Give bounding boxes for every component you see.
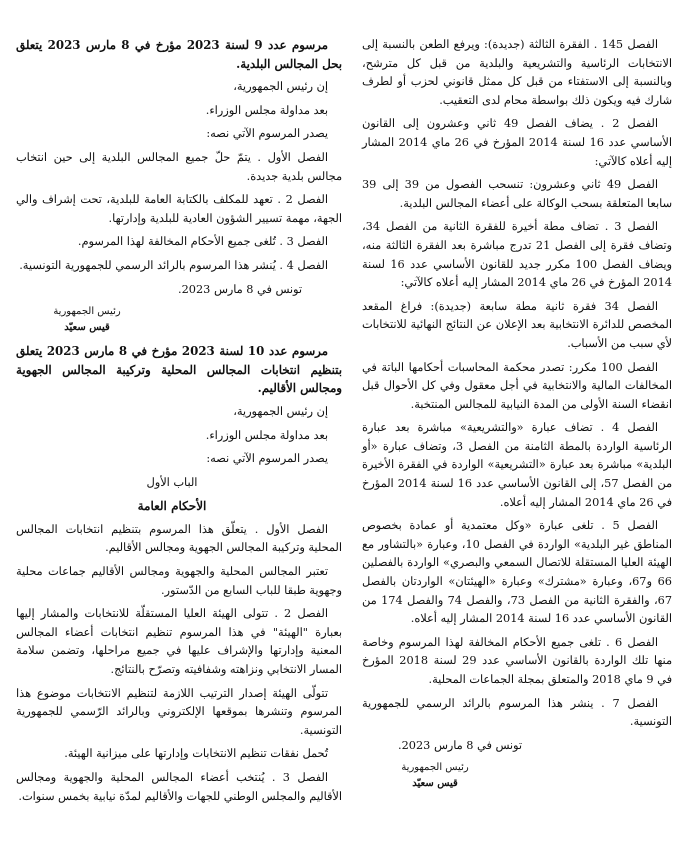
article-paragraph: الفصل 3 . يُنتخب أعضاء المجالس المحلية والجهوية ومجالس الأقاليم والمجلس الوطني للجهات والأقاليم لمدّة نيابية بخمس سنوات.: [16, 771, 342, 803]
article-paragraph: الفصل 2 . تتولى الهيئة العليا المستقلّة للانتخابات والمشار إليها بعبارة "الهيئة" في هذا المرسوم تنظيم انتخابات أعضاء المجالس المعنية وإدارتها والإشراف عليها في جميع مراحلها، وتضمن سلامة المسار الانتخابي ونزاهته وشفافيته وتصرّح بالنتائج.: [16, 607, 342, 677]
preamble-line: إن رئيس الجمهورية،: [233, 80, 328, 94]
signature-block: [370, 760, 500, 792]
article-paragraph: الفصل 6 . تلغى جميع الأحكام المخالفة لهذا المرسوم وخاصة منها تلك الواردة بالقانون الأساسي عدد 29 لسنة 2018 المؤرخ في 9 ماي 2018 والمتعلق بمجلة الجماعات المحلية.: [362, 635, 672, 686]
article-paragraph: تُحمل نفقات تنظيم الانتخابات وإدارتها على ميزانية الهيئة.: [64, 747, 328, 761]
article-paragraph: الفصل 7 . ينشر هذا المرسوم بالرائد الرسمي للجمهورية التونسية.: [362, 696, 672, 729]
article-paragraph: الفصل 100 مكرر: تصدر محكمة المحاسبات أحكامها الباتة في المخالفات المالية والانتخابية في أجل معقول وفي كل الأحوال قبل انقضاء السنة الأولى من المدة النيابية للمجالس المنتخبة.: [362, 360, 672, 411]
article-paragraph: الفصل 4 . تضاف عبارة «والتشريعية» مباشرة بعد عبارة الرئاسية الواردة بالمطة الثامنة من الفصل 3، وتضاف عبارة «أو البلدية» مباشرة بعد عبارة «التشريعية» الواردة في الفقرة الأخيرة من الفصل 57، إلى القانون الأساسي عدد 16 لسنة 2014 المؤرخ في 26 ماي 2014 المشار إليه أعلاه.: [362, 421, 672, 509]
article-paragraph: الفصل 3 . تُلغى جميع الأحكام المخالفة لهذا المرسوم.: [77, 235, 328, 249]
decree-date: تونس في 8 مارس 2023.: [398, 738, 522, 752]
signature-title: رئيس الجمهورية: [401, 762, 469, 774]
signature-block: [22, 304, 152, 336]
article-paragraph: الفصل الأول . يتعلّق هذا المرسوم بتنظيم انتخابات المجالس المحلية وتركيبة المجالس الجهوية ومجالس الأقاليم.: [16, 522, 342, 555]
left-column: [16, 36, 342, 811]
chapter-label: الباب الأول: [146, 475, 198, 489]
article-paragraph: الفصل 2 . تعهد للمكلف بالكتابة العامة للبلدية، تحت إشراف والي الجهة، مهمة تسيير الشؤون العادية للبلدية وإدارتها.: [16, 193, 342, 225]
article-paragraph: الفصل 5 . تلغى عبارة «وكل معتمدية أو عمادة بخصوص المناطق غير البلدية» الواردة في الفصل 10، وعبارة «بالتشاور مع الهيئة العليا المستقلة للاتصال السمعي والبصري» الواردة بالفصلين 66 و67، وعبارة «مشترك» وعبارة «الهيئتان» الواردتان بالفصل 67، والفقرة الثانية من الفصل 73، والفصل 74 والفصل 174 من القانون الأساسي عدد 16 لسنة 2014 المشار إليه أعلاه.: [362, 519, 673, 626]
signature-title: رئيس الجمهورية: [53, 306, 121, 318]
article-paragraph: الفصل 49 ثاني وعشرون: تنسحب الفصول من 39 إلى 39 سابعا المتعلقة بسحب الوكالة على أعضاء المجالس البلدية.: [362, 178, 672, 210]
decree-10-title: مرسوم عدد 10 لسنة 2023 مؤرخ في 8 مارس 2023 يتعلق بتنظيم انتخابات المجالس المحلية وتركيبة المجالس الجهوية ومجالس الأقاليم.: [16, 344, 342, 396]
signature-name: قيس سعيّد: [412, 778, 458, 790]
signature-name: قيس سعيّد: [64, 322, 110, 334]
right-column: [362, 36, 672, 798]
article-paragraph: الفصل 2 . يضاف الفصل 49 ثاني وعشرون إلى القانون الأساسي عدد 16 لسنة 2014 المؤرخ في 26 ماي 2014 المشار إليه أعلاه كالآتي:: [362, 117, 672, 168]
article-paragraph: تعتبر المجالس المحلية والجهوية ومجالس الأقاليم جماعات محلية وجهوية طبقا للباب السابع من الدّستور.: [16, 565, 342, 597]
article-paragraph: الفصل الأول . يتمّ حلّ جميع المجالس البلدية إلى حين انتخاب مجالس بلدية جديدة.: [16, 150, 342, 183]
preamble-line: يصدر المرسوم الآتي نصه:: [206, 127, 328, 141]
preamble-line: إن رئيس الجمهورية،: [233, 404, 328, 418]
decree-9-title: مرسوم عدد 9 لسنة 2023 مؤرخ في 8 مارس 2023 يتعلق بحل المجالس البلدية.: [16, 38, 342, 71]
article-paragraph: الفصل 145 . الفقرة الثالثة (جديدة): ويرفع الطعن بالنسبة إلى الانتخابات الرئاسية والتشريعية والبلدية من قبل كل مترشح، وبالنسبة إلى الاستفتاء من قبل كل ممثل قانوني لحزب أو لطرف شارك فيه ويكون ذلك بواسطة محام لدى التعقيب.: [362, 38, 672, 107]
decree-date: تونس في 8 مارس 2023.: [178, 282, 302, 296]
chapter-title: الأحكام العامة: [137, 499, 207, 514]
article-paragraph: الفصل 3 . تضاف مطة أخيرة للفقرة الثانية من الفصل 34، وتضاف فقرة إلى الفصل 21 تدرج مباشرة بعد الفقرة الثالثة منه، ويضاف الفصل 100 مكرر جديد للقانون الأساسي عدد 16 لسنة 2014 المؤرخ في 26 ماي 2014 المشار إليه أعلاه كالآتي:: [362, 220, 672, 290]
article-paragraph: تتولّى الهيئة إصدار الترتيب اللازمة لتنظيم الانتخابات موضوع هذا المرسوم وتنشرها بموقعها الإلكتروني وبالرائد الرّسمي للجمهورية التونسية.: [16, 686, 342, 737]
article-paragraph: الفصل 34 فقرة ثانية مطة سابعة (جديدة): فراغ المقعد المخصص للدائرة الانتخابية بعد الإعلان عن النتائج النهائية للانتخابات لأي سبب من الأسباب.: [362, 299, 672, 350]
article-paragraph: الفصل 4 . يُنشر هذا المرسوم بالرائد الرسمي للجمهورية التونسية.: [19, 258, 328, 272]
preamble-line: بعد مداولة مجلس الوزراء.: [205, 103, 328, 117]
preamble-line: بعد مداولة مجلس الوزراء.: [205, 428, 328, 442]
preamble-line: يصدر المرسوم الآتي نصه:: [206, 452, 328, 466]
